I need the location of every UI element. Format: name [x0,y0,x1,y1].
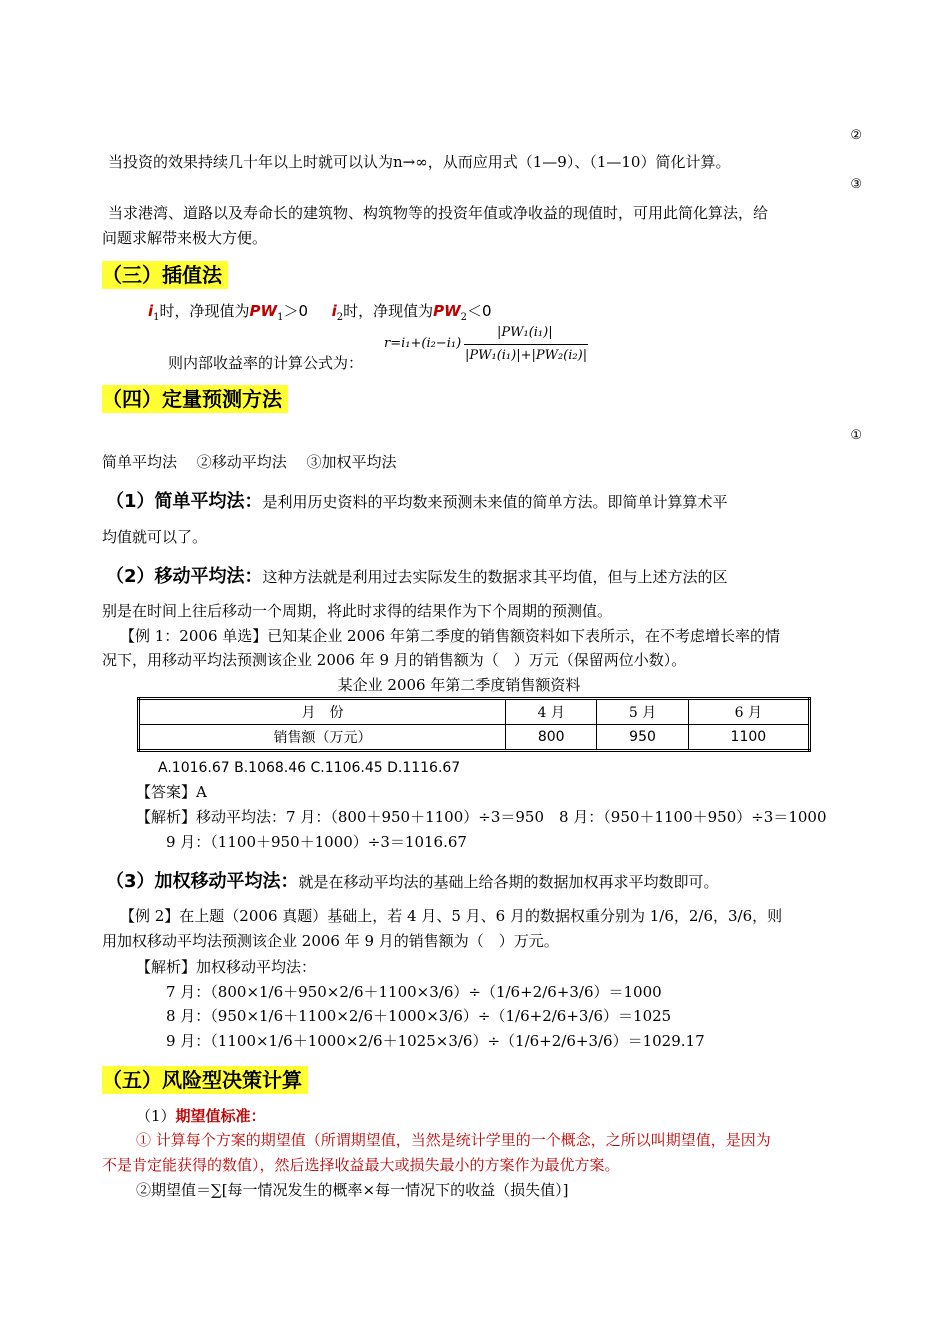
expected-value-item-1a: ① 计算每个方案的期望值（所谓期望值，当然是统计学里的一个概念，之所以叫期望值，是因为 [136,1131,771,1149]
moving-average-text-a: 这种方法就是利用过去实际发生的数据求其平均值，但与上述方法的区 [262,568,728,586]
analysis-line-1: 【解析】移动平均法：7 月：（800＋950＋1100）÷3＝950 8 月：（950＋1100＋950）÷3＝1000 [136,808,827,826]
table-cell: 1100 [688,725,809,751]
irr-formula-numerator: |PW₁(i₁)| [497,325,553,340]
weighted-average-title: （3）加权移动平均法： [106,871,299,892]
example-1-line-a: 【例 1：2006 单选】已知某企业 2006 年第二季度的销售额资料如下表所示，在不考虑增长率的情 [120,627,780,645]
moving-average-text-b: 别是在时间上往后移动一个周期，将此时求得的结果作为下个周期的预测值。 [102,602,613,620]
table-cell: 销售额（万元） [139,725,506,751]
simple-average-text-b: 均值就可以了。 [102,528,208,546]
cond-rel-2: ＜0 [467,302,492,320]
table-title: 某企业 2006 年第二季度销售额资料 [337,676,581,694]
var-pw2-sub: 2 [460,312,468,323]
irr-formula-denominator: |PW₁(i₁)|+|PW₂(i₂)| [465,348,588,363]
expected-value-title: 期望值标准： [175,1107,266,1125]
irr-formula-left: r=i₁+(i₂−i₁) [384,336,462,351]
answer-options: A.1016.67 B.1068.46 C.1106.45 D.1116.67 [158,760,461,776]
intro-paragraph-2b: 问题求解带来极大方便。 [102,229,268,247]
expected-value-prefix: （1） [136,1107,176,1125]
intro-paragraph-2a: 当求港湾、道路以及寿命长的建筑物、构筑物等的投资年值或净收益的现值时，可用此简化算法，给 [108,204,769,222]
formula-label: 则内部收益率的计算公式为： [168,354,364,372]
simple-average-title: （1）简单平均法： [106,491,263,512]
table-header-cell: 月 份 [139,699,506,725]
var-i1: i [148,302,154,320]
table-header-cell: 5 月 [597,699,688,725]
weighted-average-para [106,869,719,895]
analysis-line-2: 9 月：（1100＋950＋1000）÷3＝1016.67 [166,833,467,851]
table-cell: 800 [506,725,597,751]
sales-table [137,697,811,752]
table-header-cell: 6 月 [688,699,809,725]
table-header-cell: 4 月 [506,699,597,725]
example-1-line-b: 况下，用移动平均法预测该企业 2006 年 9 月的销售额为（ ）万元（保留两位小数）。 [102,651,687,669]
example-2-month-7: 7 月：（800×1/6＋950×2/6＋1100×3/6）÷（1/6+2/6+3/6）＝1000 [166,983,662,1001]
circled-marker-3: ③ [850,177,862,192]
moving-average-title: （2）移动平均法： [106,566,263,587]
var-pw1: PW [249,302,278,320]
cond-text-1: 时，净现值为 [159,302,250,320]
var-i2: i [331,302,337,320]
answer-line: 【答案】A [136,783,207,801]
table-header-row [139,699,810,725]
expected-value-item-2: ②期望值＝∑[每一情况发生的概率×每一情况下的收益（损失值）] [136,1181,569,1199]
example-2-analysis: 【解析】加权移动平均法： [136,958,317,976]
cond-rel-1: ＞0 [283,302,309,320]
table-row [139,725,810,751]
example-2-line-a: 【例 2】在上题（2006 真题）基础上，若 4 月、5 月、6 月的数据权重分别为 1/6，2/6，3/6，则 [120,907,783,925]
weighted-average-text: 就是在移动平均法的基础上给各期的数据加权再求平均数即可。 [298,873,719,891]
forecast-methods-list: 简单平均法 ②移动平均法 ③加权平均法 [102,453,397,471]
section-heading-interpolation: （三）插值法 [102,261,228,289]
interpolation-conditions [148,301,492,328]
circled-marker-2: ② [850,128,862,143]
example-2-month-9: 9 月：（1100×1/6＋1000×2/6＋1025×3/6）÷（1/6+2/6+3/6）＝1029.17 [166,1032,705,1050]
fraction-bar [464,344,588,345]
circled-marker-1: ① [850,428,862,443]
table-cell: 950 [597,725,688,751]
var-i2-sub: 2 [336,312,344,323]
var-pw2: PW [433,302,461,320]
example-2-line-b: 用加权移动平均法预测该企业 2006 年 9 月的销售额为（ ）万元。 [102,932,559,950]
cond-text-2: 时，净现值为 [343,302,434,320]
moving-average-para [106,564,728,590]
section-heading-risk-decision: （五）风险型决策计算 [102,1066,308,1094]
var-pw1-sub: 1 [277,312,284,323]
simple-average-para [106,489,728,515]
intro-paragraph-1: 当投资的效果持续几十年以上时就可以认为n→∞，从而应用式（1—9）、（1—10）简化计算。 [108,153,731,171]
simple-average-text-a: 是利用历史资料的平均数来预测未来值的简单方法。即简单计算算术平 [262,493,728,511]
expected-value-heading [136,1106,266,1126]
expected-value-item-1b: 不是肯定能获得的数值），然后选择收益最大或损失最小的方案作为最优方案。 [102,1156,620,1174]
var-i1-sub: 1 [153,312,160,323]
example-2-month-8: 8 月：（950×1/6＋1100×2/6＋1000×3/6）÷（1/6+2/6+3/6）＝1025 [166,1007,672,1025]
section-heading-forecast: （四）定量预测方法 [102,385,288,413]
